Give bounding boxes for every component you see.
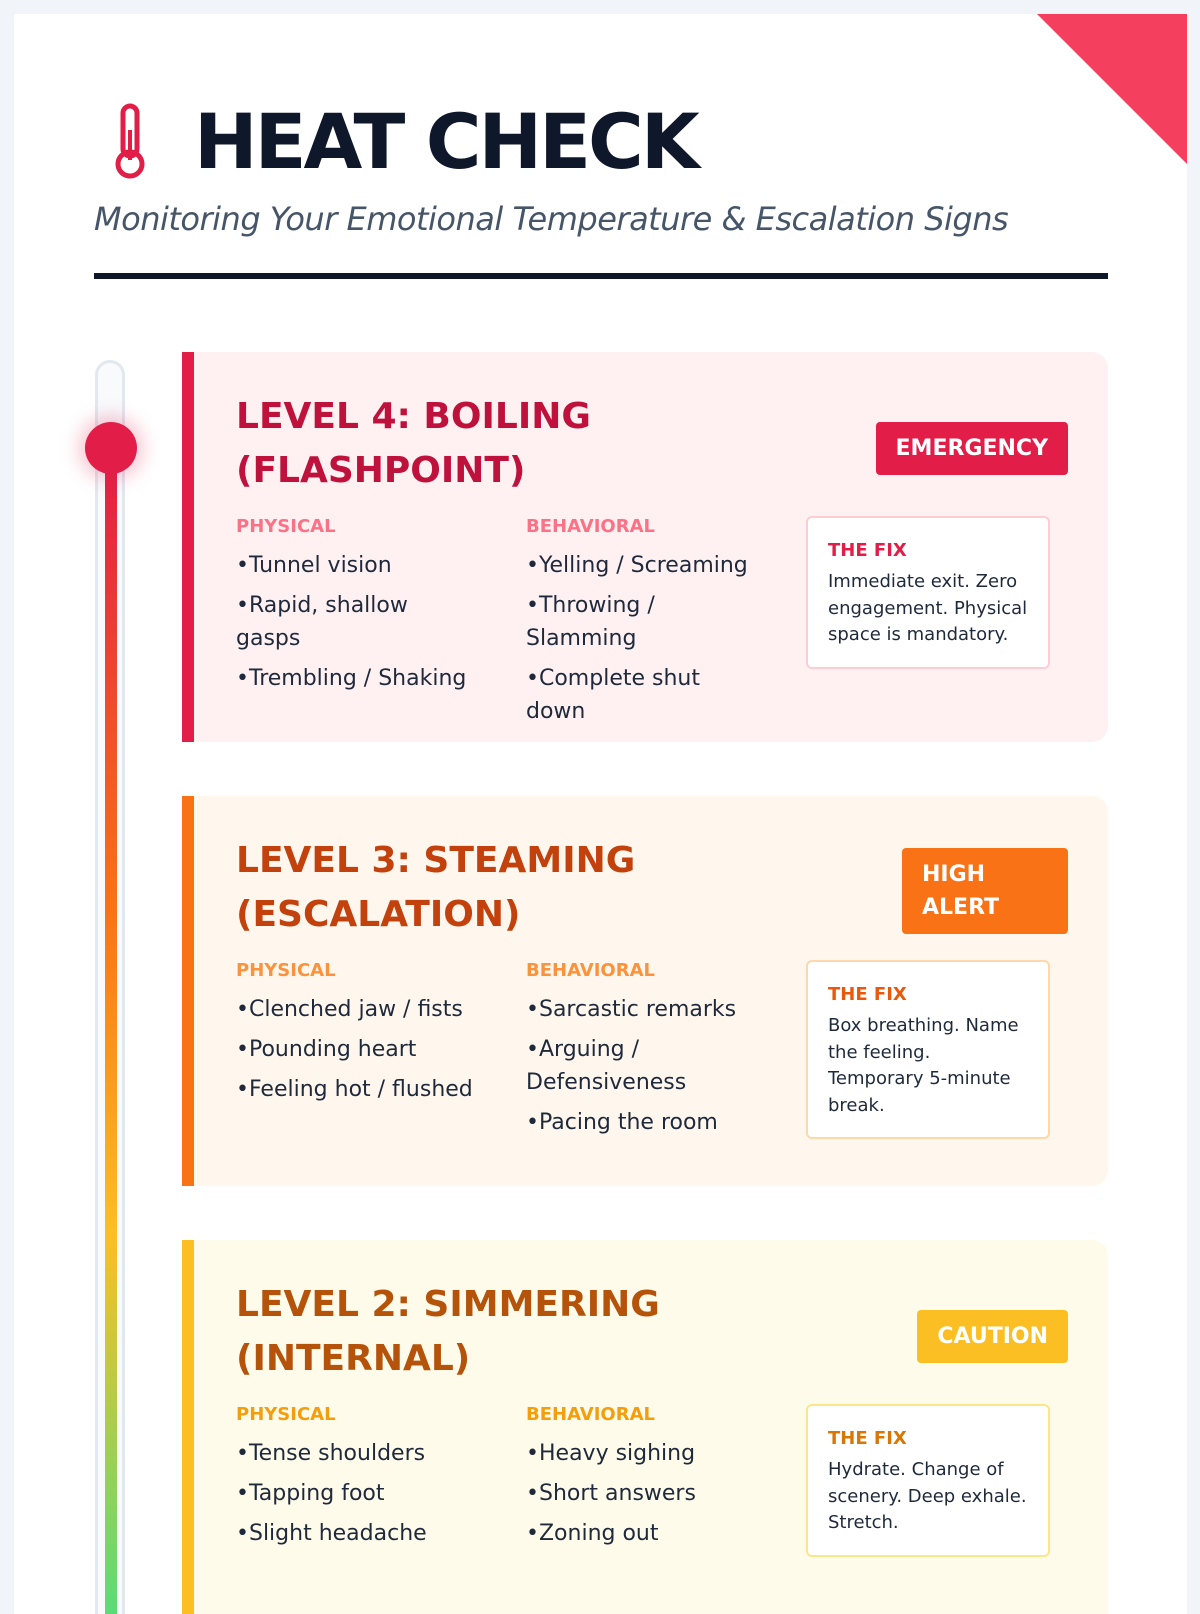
page-title: HEAT CHECK bbox=[194, 97, 697, 186]
list-item: • Feeling hot / flushed bbox=[236, 1073, 476, 1106]
fix-label: THE FIX bbox=[828, 1428, 907, 1449]
list-item: • Yelling / Screaming bbox=[526, 549, 766, 582]
fix-box bbox=[806, 960, 1050, 1139]
list-item: • Arguing / Defensiveness bbox=[526, 1033, 766, 1099]
behavioral-label: BEHAVIORAL bbox=[526, 960, 655, 981]
fix-label: THE FIX bbox=[828, 540, 907, 561]
behavioral-label: BEHAVIORAL bbox=[526, 516, 655, 537]
list-item: • Tunnel vision bbox=[236, 549, 476, 582]
behavioral-signs bbox=[526, 516, 766, 735]
header-divider bbox=[94, 273, 1108, 279]
level-title: LEVEL 3: STEAMING (ESCALATION) bbox=[236, 840, 636, 935]
level-title: LEVEL 2: SIMMERING (INTERNAL) bbox=[236, 1284, 660, 1379]
level-badge: EMERGENCY bbox=[876, 422, 1068, 475]
level-color-bar bbox=[182, 1240, 194, 1614]
behavioral-label: BEHAVIORAL bbox=[526, 1404, 655, 1425]
list-item: • Sarcastic remarks bbox=[526, 993, 766, 1026]
list-item: • Rapid, shallow gasps bbox=[236, 589, 476, 655]
level-badge: HIGH ALERT bbox=[902, 848, 1068, 934]
physical-signs bbox=[236, 960, 476, 1113]
thermometer-gauge-fill bbox=[105, 454, 117, 1614]
list-item: • Complete shut down bbox=[526, 662, 766, 728]
list-item: • Trembling / Shaking bbox=[236, 662, 476, 695]
level-badge: CAUTION bbox=[917, 1310, 1068, 1363]
behavioral-signs bbox=[526, 960, 766, 1146]
physical-signs bbox=[236, 516, 476, 702]
fix-box bbox=[806, 1404, 1050, 1557]
header bbox=[110, 97, 697, 186]
list-item: • Pounding heart bbox=[236, 1033, 476, 1066]
list-item: • Pacing the room bbox=[526, 1106, 766, 1139]
level-color-bar bbox=[182, 796, 194, 1186]
level-title: LEVEL 4: BOILING (FLASHPOINT) bbox=[236, 396, 591, 491]
fix-text: Box breathing. Name the feeling. Temporary 5-minute break. bbox=[828, 1015, 1019, 1116]
page-subtitle: Monitoring Your Emotional Temperature & Escalation Signs bbox=[94, 200, 1009, 238]
thermometer-icon bbox=[110, 102, 150, 182]
fix-label: THE FIX bbox=[828, 984, 907, 1005]
thermometer-gauge-bulb bbox=[85, 422, 137, 474]
list-item: • Tense shoulders bbox=[236, 1437, 476, 1470]
level-card-2 bbox=[182, 1240, 1108, 1614]
physical-signs bbox=[236, 1404, 476, 1557]
list-item: • Clenched jaw / fists bbox=[236, 993, 476, 1026]
list-item: • Short answers bbox=[526, 1477, 766, 1510]
physical-label: PHYSICAL bbox=[236, 960, 336, 981]
list-item: • Zoning out bbox=[526, 1517, 766, 1550]
physical-label: PHYSICAL bbox=[236, 1404, 336, 1425]
fix-box bbox=[806, 516, 1050, 669]
list-item: • Heavy sighing bbox=[526, 1437, 766, 1470]
level-card-4 bbox=[182, 352, 1108, 742]
behavioral-signs bbox=[526, 1404, 766, 1557]
level-card-3 bbox=[182, 796, 1108, 1186]
physical-label: PHYSICAL bbox=[236, 516, 336, 537]
infographic-page bbox=[14, 14, 1187, 1614]
list-item: • Slight headache bbox=[236, 1517, 476, 1550]
level-color-bar bbox=[182, 352, 194, 742]
corner-accent bbox=[1037, 14, 1187, 164]
fix-text: Immediate exit. Zero engagement. Physical space is mandatory. bbox=[828, 571, 1028, 645]
list-item: • Tapping foot bbox=[236, 1477, 476, 1510]
fix-text: Hydrate. Change of scenery. Deep exhale. Stretch. bbox=[828, 1459, 1027, 1533]
list-item: • Throwing / Slamming bbox=[526, 589, 766, 655]
